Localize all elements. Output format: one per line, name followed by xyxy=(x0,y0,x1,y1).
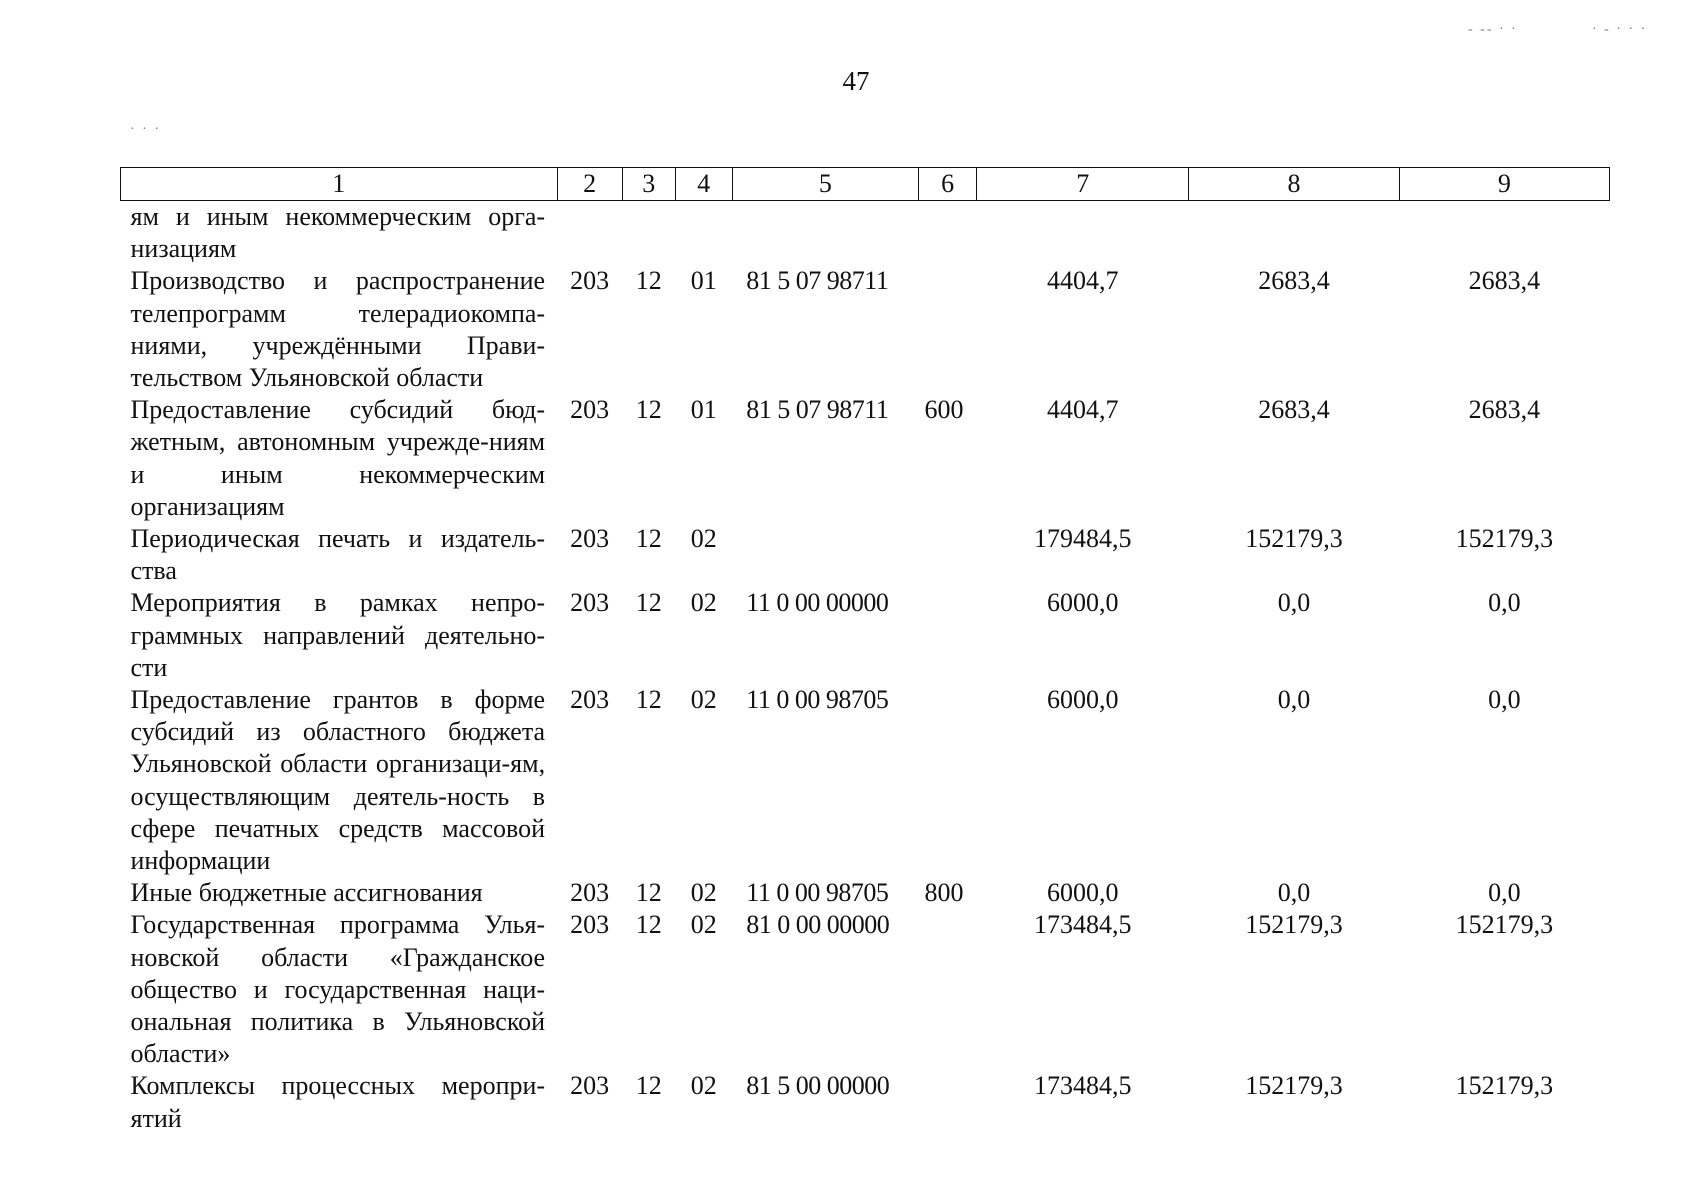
row-amount-col8: 0,0 xyxy=(1277,588,1311,618)
row-amount-col9: 0,0 xyxy=(1488,878,1521,908)
row-rz: 12 xyxy=(635,910,662,940)
row-csr: 81 5 07 98711 xyxy=(746,395,889,425)
table-row xyxy=(121,909,1610,1070)
table-row xyxy=(121,201,1610,266)
row-vr: 800 xyxy=(924,878,964,908)
row-pr: 02 xyxy=(690,878,717,908)
row-amount-col7: 173484,5 xyxy=(1033,1071,1132,1101)
row-pr: 01 xyxy=(690,395,717,425)
row-name: Государственная программа Улья-новской области «Гражданское общество и государственная наци-ональная политика в Ульяновской области» xyxy=(130,910,546,1069)
column-number: 5 xyxy=(732,168,918,201)
row-vr xyxy=(919,587,977,684)
row-csr xyxy=(732,523,918,587)
scan-artifact: - -- · · xyxy=(1468,22,1518,37)
row-ved: 203 xyxy=(570,524,610,554)
row-csr: 11 0 00 98705 xyxy=(746,685,889,715)
row-amount-col7: 4404,7 xyxy=(1046,266,1119,296)
row-name: Предоставление субсидий бюд-жетным, автономным учрежде-ниям и иным некоммерческим организациям xyxy=(130,395,546,521)
column-number: 4 xyxy=(675,168,732,201)
row-amount-col9: 0,0 xyxy=(1488,685,1521,715)
table-row xyxy=(121,394,1610,523)
table-row xyxy=(121,265,1610,394)
row-amount-col9: 152179,3 xyxy=(1455,524,1554,554)
row-amount-col8: 152179,3 xyxy=(1245,910,1343,940)
row-csr: 81 5 00 00000 xyxy=(746,1071,890,1101)
row-ved: 203 xyxy=(570,1071,610,1101)
row-vr xyxy=(919,265,977,394)
column-number: 2 xyxy=(557,168,622,201)
row-amount-col9 xyxy=(1399,201,1609,266)
row-amount-col9: 0,0 xyxy=(1488,588,1521,618)
row-rz: 12 xyxy=(635,588,662,618)
row-pr: 01 xyxy=(690,266,717,296)
row-amount-col7: 6000,0 xyxy=(1046,588,1119,618)
row-pr: 02 xyxy=(690,685,717,715)
column-number: 1 xyxy=(121,168,558,201)
row-rz: 12 xyxy=(635,395,662,425)
column-number: 6 xyxy=(919,168,977,201)
row-amount-col9: 152179,3 xyxy=(1455,1071,1554,1101)
budget-table xyxy=(120,167,1610,1135)
row-amount-col8: 0,0 xyxy=(1277,878,1311,908)
row-rz xyxy=(622,201,675,266)
row-vr xyxy=(919,909,977,1070)
row-rz: 12 xyxy=(635,878,662,908)
table-row xyxy=(121,684,1610,877)
row-csr: 11 0 00 98705 xyxy=(746,878,889,908)
row-ved: 203 xyxy=(570,588,610,618)
row-amount-col8: 152179,3 xyxy=(1245,1071,1343,1101)
row-amount-col7: 6000,0 xyxy=(1046,878,1119,908)
row-rz: 12 xyxy=(635,1071,662,1101)
row-vr xyxy=(919,201,977,266)
row-vr xyxy=(919,1070,977,1134)
row-ved: 203 xyxy=(570,266,610,296)
row-vr: 600 xyxy=(924,395,964,425)
row-ved xyxy=(557,201,622,266)
row-pr: 02 xyxy=(690,1071,717,1101)
row-pr: 02 xyxy=(690,524,717,554)
table-row xyxy=(121,587,1610,684)
row-vr xyxy=(919,684,977,877)
row-amount-col8: 0,0 xyxy=(1277,685,1311,715)
row-rz: 12 xyxy=(635,266,662,296)
row-name: ям и иным некоммерческим орга-низациям xyxy=(130,202,546,264)
row-pr: 02 xyxy=(690,910,717,940)
row-name: Предоставление грантов в форме субсидий из областного бюджета Ульяновской области организаци-ям, осуществляющим деятель-ность в сфере печатных средств массовой информации xyxy=(130,685,546,876)
row-pr xyxy=(675,201,732,266)
row-amount-col9: 2683,4 xyxy=(1468,266,1541,296)
row-ved: 203 xyxy=(570,685,610,715)
scan-artifact: · · · xyxy=(130,122,161,137)
row-csr: 81 0 00 00000 xyxy=(746,910,890,940)
row-rz: 12 xyxy=(635,524,662,554)
row-name: Периодическая печать и издатель-ства xyxy=(130,524,546,586)
row-csr: 81 5 07 98711 xyxy=(746,266,889,296)
row-amount-col8: 152179,3 xyxy=(1245,524,1343,554)
row-vr xyxy=(919,523,977,587)
row-amount-col9: 152179,3 xyxy=(1455,910,1554,940)
column-number: 3 xyxy=(622,168,675,201)
row-amount-col8 xyxy=(1189,201,1399,266)
row-amount-col7: 4404,7 xyxy=(1046,395,1119,425)
column-number-header xyxy=(121,168,1610,201)
row-amount-col9: 2683,4 xyxy=(1468,395,1541,425)
scan-artifact: · - · · · xyxy=(1592,22,1648,37)
column-number: 9 xyxy=(1399,168,1609,201)
row-name: Комплексы процессных меропри-ятий xyxy=(130,1071,546,1133)
row-csr: 11 0 00 00000 xyxy=(746,588,889,618)
row-amount-col7: 173484,5 xyxy=(1033,910,1132,940)
row-name: Иные бюджетные ассигнования xyxy=(130,878,483,908)
page-number: 47 xyxy=(842,66,870,96)
row-amount-col7 xyxy=(977,201,1189,266)
row-ved: 203 xyxy=(570,395,610,425)
table-row xyxy=(121,877,1610,909)
row-pr: 02 xyxy=(690,588,717,618)
row-amount-col7: 6000,0 xyxy=(1046,685,1119,715)
table-row xyxy=(121,1070,1610,1134)
column-number: 7 xyxy=(977,168,1189,201)
row-amount-col7: 179484,5 xyxy=(1033,524,1132,554)
row-amount-col8: 2683,4 xyxy=(1258,395,1330,425)
row-ved: 203 xyxy=(570,878,610,908)
row-csr xyxy=(732,201,918,266)
row-name: Мероприятия в рамках непро-граммных направлений деятельно-сти xyxy=(130,588,546,682)
table-row xyxy=(121,523,1610,587)
column-number: 8 xyxy=(1189,168,1399,201)
row-name: Производство и распространение телепрограмм телерадиокомпа-ниями, учреждёнными Прави-тельством Ульяновской области xyxy=(130,266,546,393)
row-rz: 12 xyxy=(635,685,662,715)
row-ved: 203 xyxy=(570,910,610,940)
row-amount-col8: 2683,4 xyxy=(1258,266,1330,296)
